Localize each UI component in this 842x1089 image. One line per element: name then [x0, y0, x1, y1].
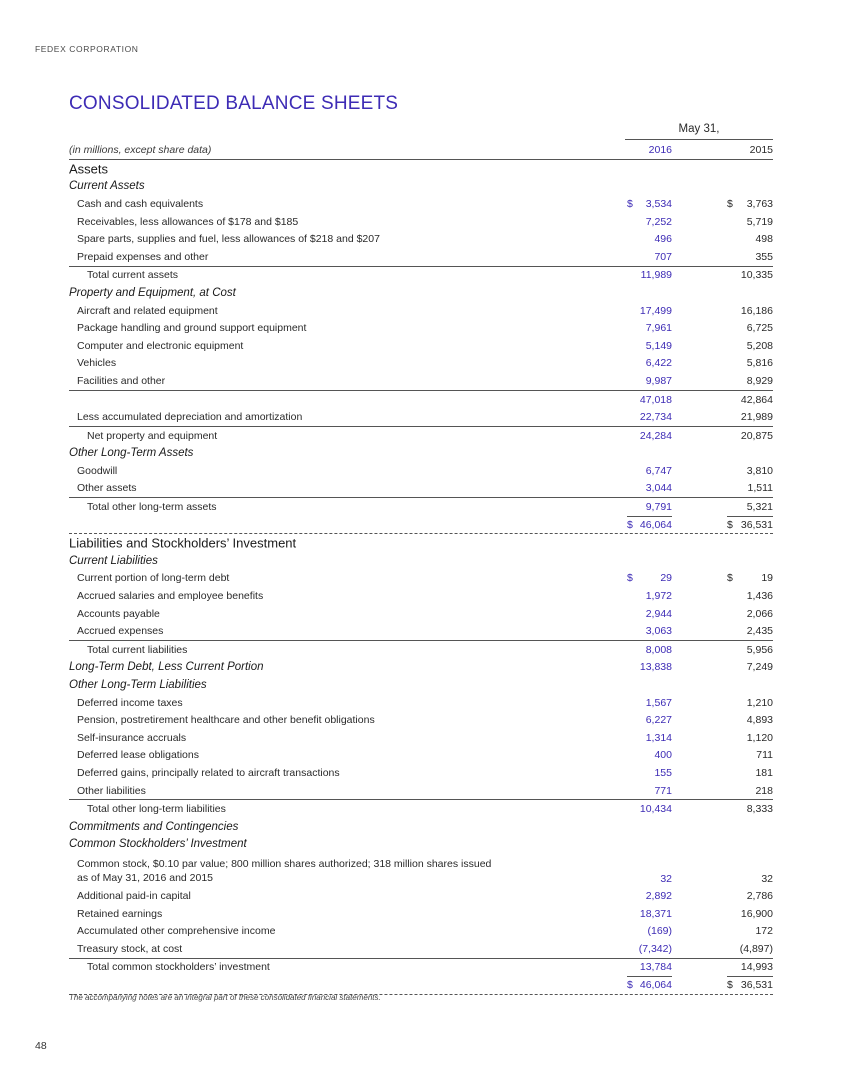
row-label: Accumulated other comprehensive income: [77, 925, 276, 938]
table-row: [69, 390, 773, 409]
table-row: [69, 940, 773, 958]
section-heading: [69, 160, 773, 178]
row-label: Long-Term Debt, Less Current Portion: [69, 661, 264, 674]
subtotal-row: [69, 799, 773, 818]
row-label: Current portion of long-term debt: [77, 572, 230, 585]
value-2015: 4,893: [746, 714, 773, 727]
row-label: Common stock, $0.10 par value; 800 million shares authorized; 318 million shares issued as of May 31, 2016 and 2015: [77, 858, 492, 885]
row-label: Other Long-Term Liabilities: [69, 679, 207, 692]
value-2015: 5,816: [746, 357, 773, 370]
row-label: Facilities and other: [77, 374, 166, 387]
currency-symbol: $: [727, 197, 733, 210]
value-2016: 22,734: [639, 411, 672, 424]
value-2015: 42,864: [740, 393, 773, 406]
value-2016: 6,422: [645, 357, 672, 370]
row-label: Property and Equipment, at Cost: [69, 286, 236, 299]
table-row: [69, 480, 773, 498]
row-label: Current Assets: [69, 180, 145, 193]
value-2015: 5,208: [746, 339, 773, 352]
category-row: [69, 818, 773, 836]
table-row: [69, 605, 773, 623]
value-2016: 771: [654, 784, 672, 797]
table-row: [69, 729, 773, 747]
value-2016: 6,747: [645, 464, 672, 477]
row-label: Deferred income taxes: [77, 696, 183, 709]
row-label: Total current assets: [87, 269, 179, 282]
row-label: Total common stockholders’ investment: [87, 961, 270, 974]
date-column-header: May 31,: [678, 123, 720, 135]
column-rule: [627, 516, 672, 517]
value-2016: (7,342): [638, 942, 672, 955]
value-2015: 2,435: [746, 625, 773, 638]
value-2015: 21,989: [740, 411, 773, 424]
row-label: Total other long-term liabilities: [87, 803, 226, 816]
value-2016: 3,534: [645, 197, 672, 210]
total-row: [69, 516, 773, 535]
value-2016: 7,961: [645, 322, 672, 335]
table-row: [69, 570, 773, 588]
row-label: Deferred lease obligations: [77, 749, 199, 762]
column-rule: [627, 976, 672, 977]
row-label: Cash and cash equivalents: [77, 197, 204, 210]
value-2016: 13,784: [639, 961, 672, 974]
value-2016: 3,044: [645, 482, 672, 495]
value-2015: 2,786: [746, 889, 773, 902]
value-2015: 355: [755, 250, 773, 263]
value-2015: 181: [755, 766, 773, 779]
value-2016: 32: [660, 873, 672, 886]
row-label: Accrued expenses: [77, 625, 164, 638]
table-row: [69, 694, 773, 712]
value-2015: 16,186: [740, 304, 773, 317]
balance-sheet-table: [69, 160, 773, 995]
row-label: Accrued salaries and employee benefits: [77, 590, 264, 603]
value-2015: 36,531: [740, 978, 773, 991]
page-title: CONSOLIDATED BALANCE SHEETS: [69, 93, 399, 114]
value-2016: 47,018: [639, 393, 672, 406]
document-header: FEDEX CORPORATION: [35, 44, 139, 54]
table-row: [69, 887, 773, 905]
row-label: Pension, postretirement healthcare and other benefit obligations: [77, 714, 375, 727]
value-2016: 17,499: [639, 304, 672, 317]
row-label: Assets: [69, 161, 109, 177]
table-row: [69, 355, 773, 373]
table-row: [69, 782, 773, 800]
column-rule: [727, 516, 773, 517]
table-row: [69, 408, 773, 426]
total-row: [69, 976, 773, 995]
value-2015: 2,066: [746, 607, 773, 620]
value-2015: 3,763: [746, 197, 773, 210]
currency-symbol: $: [627, 197, 633, 210]
column-rule: [727, 976, 773, 977]
row-label: Package handling and ground support equipment: [77, 322, 307, 335]
column-header-2015: 2015: [749, 144, 773, 156]
row-label: Liabilities and Stockholders’ Investment: [69, 535, 297, 551]
value-2016: 46,064: [639, 978, 672, 991]
value-2015: 14,993: [740, 961, 773, 974]
row-label: Net property and equipment: [87, 429, 218, 442]
table-row: [69, 195, 773, 213]
table-row: [69, 711, 773, 729]
table-row: [69, 853, 773, 887]
table-row: [69, 213, 773, 231]
row-label: Receivables, less allowances of $178 and $185: [77, 215, 299, 228]
row-label: Other liabilities: [77, 784, 146, 797]
value-2016: 1,314: [645, 731, 672, 744]
footnote: The accompanying notes are an integral part of these consolidated financial statements.: [69, 993, 381, 1002]
value-2016: 29: [660, 572, 672, 585]
row-label: Retained earnings: [77, 907, 163, 920]
category-row: [69, 178, 773, 196]
column-header-2016: 2016: [648, 144, 672, 156]
value-2016: 10,434: [639, 803, 672, 816]
currency-symbol: $: [627, 978, 633, 991]
row-label: Common Stockholders’ Investment: [69, 838, 247, 851]
value-2015: (4,897): [739, 942, 773, 955]
value-2015: 6,725: [746, 322, 773, 335]
subtotal-row: [69, 958, 773, 977]
value-2016: 155: [654, 766, 672, 779]
table-row: [69, 922, 773, 940]
value-2015: 1,511: [747, 482, 773, 495]
row-label: Less accumulated depreciation and amortization: [77, 411, 303, 424]
value-2016: 9,791: [645, 501, 672, 514]
table-row: [69, 747, 773, 765]
currency-symbol: $: [627, 518, 633, 531]
table-row: [69, 764, 773, 782]
currency-symbol: $: [727, 978, 733, 991]
category-row: [69, 284, 773, 302]
value-2015: 7,249: [746, 661, 773, 674]
value-2016: 7,252: [645, 215, 672, 228]
value-2016: 46,064: [639, 518, 672, 531]
subtotal-row: [69, 266, 773, 285]
currency-symbol: $: [727, 572, 733, 585]
table-row: [69, 302, 773, 320]
page-number: 48: [35, 1040, 47, 1052]
value-2015: 5,719: [746, 215, 773, 228]
table-row: [69, 372, 773, 390]
category-row: [69, 659, 773, 677]
subtotal-row: [69, 426, 773, 445]
table-row: [69, 248, 773, 266]
value-2016: 1,972: [645, 590, 672, 603]
value-2016: (169): [647, 925, 672, 938]
row-label: Prepaid expenses and other: [77, 250, 209, 263]
value-2015: 1,210: [746, 696, 773, 709]
row-label: Deferred gains, principally related to aircraft transactions: [77, 766, 340, 779]
value-2016: 8,008: [645, 643, 672, 656]
value-2016: 400: [654, 749, 672, 762]
value-2015: 218: [755, 784, 773, 797]
value-2016: 24,284: [639, 429, 672, 442]
value-2015: 19: [761, 572, 773, 585]
value-2015: 16,900: [740, 907, 773, 920]
value-2016: 2,944: [645, 607, 672, 620]
table-row: [69, 230, 773, 248]
value-2016: 5,149: [645, 339, 672, 352]
row-label: Accounts payable: [77, 607, 160, 620]
row-label: Additional paid-in capital: [77, 889, 191, 902]
row-label: Other assets: [77, 482, 137, 495]
category-row: [69, 445, 773, 463]
value-2015: 498: [755, 233, 773, 246]
value-2016: 1,567: [645, 696, 672, 709]
value-2015: 10,335: [740, 269, 773, 282]
value-2015: 20,875: [740, 429, 773, 442]
category-row: [69, 552, 773, 570]
value-2015: 5,956: [746, 643, 773, 656]
value-2015: 32: [761, 873, 773, 886]
row-label: Commitments and Contingencies: [69, 820, 239, 833]
value-2015: 8,333: [746, 803, 773, 816]
value-2016: 496: [654, 233, 672, 246]
value-2016: 9,987: [645, 374, 672, 387]
value-2016: 6,227: [645, 714, 672, 727]
value-2015: 8,929: [746, 374, 773, 387]
value-2016: 2,892: [645, 889, 672, 902]
table-row: [69, 587, 773, 605]
category-row: [69, 676, 773, 694]
section-heading: [69, 534, 773, 552]
row-label: Spare parts, supplies and fuel, less allowances of $218 and $207: [77, 233, 380, 246]
value-2015: 172: [755, 925, 773, 938]
row-label: Current Liabilities: [69, 554, 158, 567]
value-2016: 11,989: [640, 269, 672, 282]
row-label: Treasury stock, at cost: [77, 942, 183, 955]
date-header-rule: [625, 139, 773, 140]
currency-symbol: $: [627, 572, 633, 585]
table-row: [69, 319, 773, 337]
row-label: Total other long-term assets: [87, 501, 217, 514]
table-row: [69, 462, 773, 480]
row-label: Aircraft and related equipment: [77, 304, 218, 317]
units-note: (in millions, except share data): [69, 144, 212, 156]
subtotal-row: [69, 497, 773, 516]
table-row: [69, 622, 773, 640]
table-row: [69, 905, 773, 923]
category-row: [69, 836, 773, 854]
row-label: Total current liabilities: [87, 643, 188, 656]
table-row: [69, 337, 773, 355]
row-label: Other Long-Term Assets: [69, 447, 194, 460]
value-2016: 18,371: [639, 907, 672, 920]
value-2015: 5,321: [746, 501, 773, 514]
value-2016: 707: [654, 250, 672, 263]
value-2016: 13,838: [639, 661, 672, 674]
row-label: Computer and electronic equipment: [77, 339, 244, 352]
value-2015: 3,810: [746, 464, 773, 477]
value-2015: 36,531: [740, 518, 773, 531]
value-2016: 3,063: [645, 625, 672, 638]
value-2015: 711: [756, 749, 773, 762]
value-2015: 1,436: [746, 590, 773, 603]
currency-symbol: $: [727, 518, 733, 531]
row-label: Self-insurance accruals: [77, 731, 187, 744]
row-label: Goodwill: [77, 464, 118, 477]
row-label: Vehicles: [77, 357, 117, 370]
value-2015: 1,120: [746, 731, 773, 744]
subtotal-row: [69, 640, 773, 659]
